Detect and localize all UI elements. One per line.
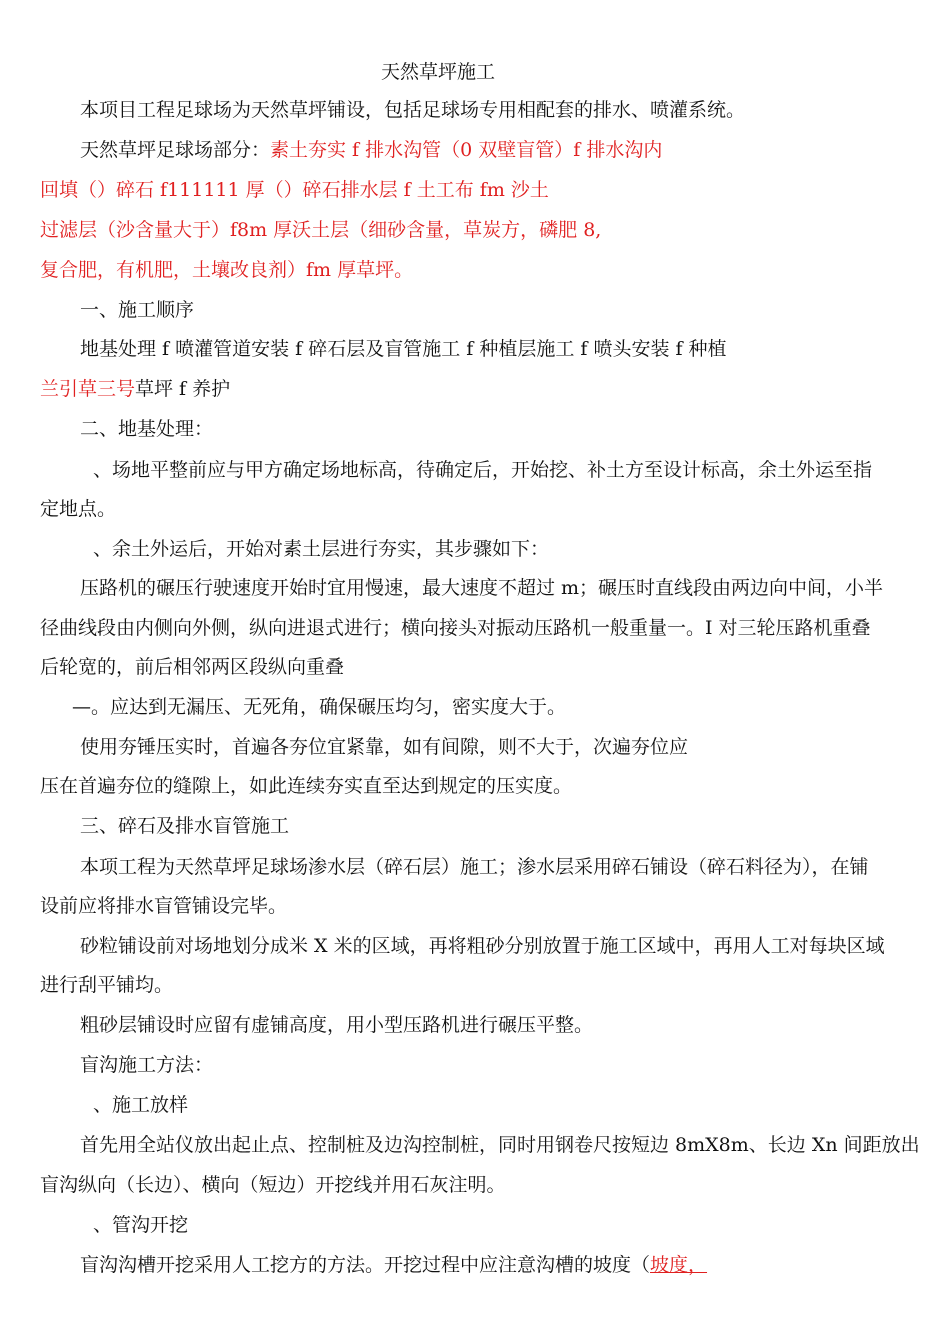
page-title: 天然草坪施工 [381, 61, 496, 83]
section-2-p4: —。应达到无漏压、无死角，确保碾压均匀，密实度大于。 [72, 696, 567, 718]
section-2-p1-line-2: 定地点。 [40, 498, 117, 520]
section-2-heading: 二、地基处理： [80, 418, 214, 440]
section-3-heading: 三、碎石及排水盲管施工 [80, 815, 290, 837]
section-3-p2-line-1: 砂粒铺设前对场地划分成米 X 米的区域，再将粗砂分别放置于施工区域中，再用人工对每块区域 [80, 935, 885, 957]
slope-highlight: 坡度， [650, 1254, 708, 1276]
pitch-line-3: 过滤层（沙含量大于）f8m 厚沃土层（细砂含量，草炭方，磷肥 8, [40, 219, 602, 241]
section-3-p1-line-2: 设前应将排水盲管铺设完毕。 [40, 895, 288, 917]
section-2-p1-line-1: 、场地平整前应与甲方确定场地标高，待确定后，开始挖、补土方至设计标高，余土外运至指 [93, 459, 873, 481]
section-2-p3-line-3: 后轮宽的，前后相邻两区段纵向重叠 [40, 656, 345, 678]
section-1-line-2 [40, 376, 230, 402]
intro-paragraph: 本项目工程足球场为天然草坪铺设，包括足球场专用相配套的排水、喷灌系统。 [80, 99, 746, 121]
sub-heading-layout: 、施工放样 [93, 1094, 189, 1116]
section-2-p5-line-2: 压在首遍夯位的缝隙上，如此连续夯实直至达到规定的压实度。 [40, 775, 573, 797]
section-1-line-1: 地基处理 f 喷灌管道安装 f 碎石层及盲管施工 f 种植层施工 f 喷头安装 f 种植 [80, 338, 727, 360]
pitch-red-text-1: 素土夯实 f 排水沟管（0 双壁盲管）f 排水沟内 [270, 139, 663, 161]
section-3-p2-line-2: 进行刮平铺均。 [40, 974, 174, 996]
section-3-p1-line-1: 本项工程为天然草坪足球场渗水层（碎石层）施工；渗水层采用碎石铺设（碎石料径为），在铺 [80, 856, 869, 878]
pitch-line-4: 复合肥，有机肥，土壤改良剂）fm 厚草坪。 [40, 259, 414, 281]
section-3-p3: 粗砂层铺设时应留有虚铺高度，用小型压路机进行碾压平整。 [80, 1014, 594, 1036]
section-2-p3-line-1: 压路机的碾压行驶速度开始时宜用慢速，最大速度不超过 m；碾压时直线段由两边向中间，小半 [80, 577, 884, 599]
section-3-p4-line-2: 盲沟纵向（长边）、横向（短边）开挖线并用石灰注明。 [40, 1174, 506, 1196]
sub-heading-trench: 、管沟开挖 [93, 1214, 189, 1236]
section-2-p3-line-2: 径曲线段由内侧向外侧，纵向进退式进行；横向接头对振动压路机一般重量一。I 对三轮压路机重叠 [40, 617, 871, 639]
pitch-line-1 [80, 137, 662, 163]
section-3-p5 [80, 1252, 707, 1278]
pitch-line-2: 回填（）碎石 f111111 厚（）碎石排水层 f 土工布 fm 沙土 [40, 179, 549, 201]
section-1-line-2-rest: 草坪 f 养护 [135, 378, 231, 400]
pitch-prefix: 天然草坪足球场部分： [80, 139, 271, 161]
section-2-p2: 、余土外运后，开始对素土层进行夯实，其步骤如下： [93, 538, 550, 560]
section-2-p5-line-1: 使用夯锤压实时，首遍各夯位宜紧靠，如有间隙，则不大于，次遍夯位应 [80, 736, 689, 758]
section-3-p4-line-1: 首先用全站仪放出起止点、控制桩及边沟控制桩，同时用钢卷尺按短边 8mX8m、长边 Xn 间距放出 [80, 1134, 920, 1156]
section-1-heading: 一、施工顺序 [80, 299, 195, 321]
blind-ditch-method-heading: 盲沟施工方法： [80, 1054, 214, 1076]
grass-variety: 兰引草三号 [40, 378, 136, 400]
section-3-p5-text: 盲沟沟槽开挖采用人工挖方的方法。开挖过程中应注意沟槽的坡度（ [80, 1254, 651, 1276]
